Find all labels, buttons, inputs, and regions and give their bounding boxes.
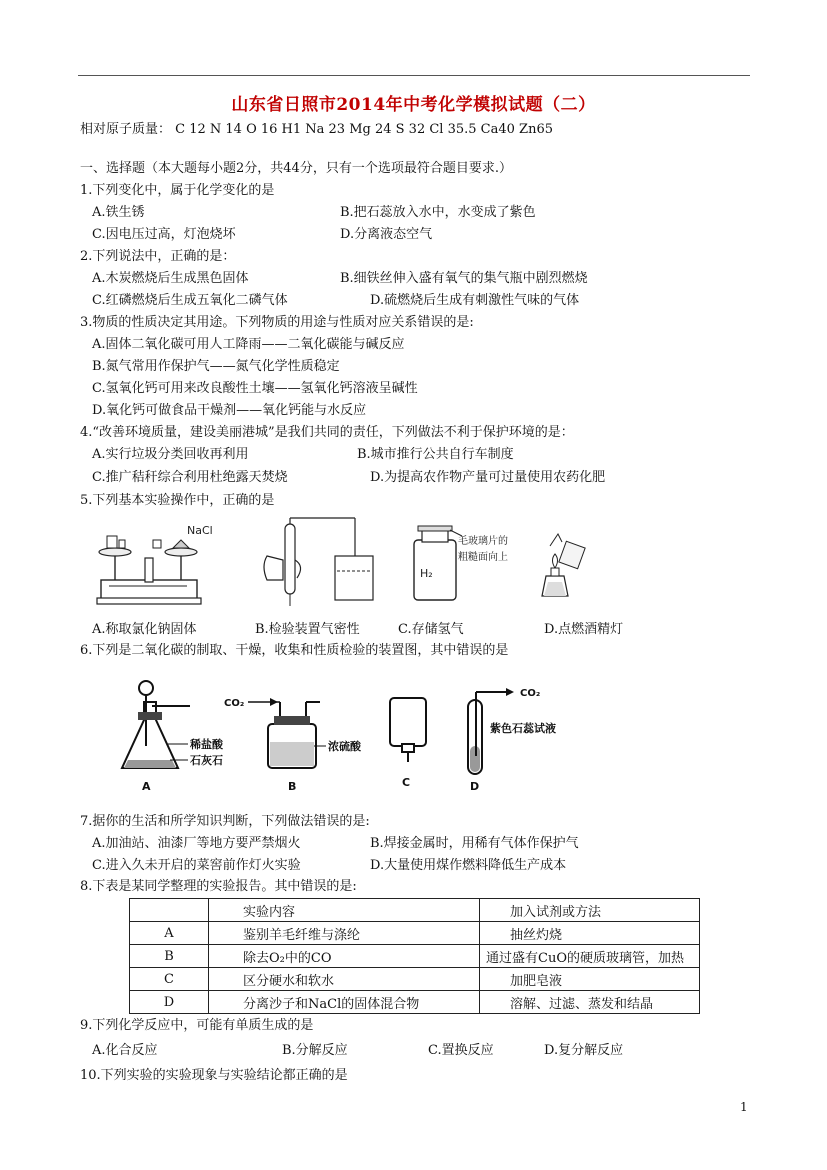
question-10-stem: 10.下列实验的实验现象与实验结论都正确的是 <box>80 1068 348 1083</box>
co2-inlet-label: CO₂ <box>224 698 245 709</box>
q1-option-c: C.因电压过高，灯泡烧坏 <box>92 227 236 242</box>
q4-option-a: A.实行垃圾分类回收再利用 <box>92 447 249 462</box>
table-header-row <box>130 899 700 922</box>
q3-option-a: A.固体二氧化碳可用人工降雨——二氧化碳能与碱反应 <box>92 337 405 352</box>
question-1-stem: 1.下列变化中，属于化学变化的是 <box>80 183 275 198</box>
q7-option-a: A.加油站、油漆厂等地方要严禁烟火 <box>92 836 301 851</box>
table-cell: C <box>130 968 209 991</box>
nacl-label: NaCl <box>187 524 213 537</box>
question-5-stem: 5.下列基本实验操作中，正确的是 <box>80 493 275 508</box>
table-cell: 通过盛有CuO的硬质玻璃管，加热 <box>480 945 700 968</box>
experiment-report-table <box>129 898 700 1014</box>
table-cell: 除去O₂中的CO <box>209 945 480 968</box>
q5-option-b: B.检验装置气密性 <box>255 622 360 637</box>
table-cell: D <box>130 991 209 1014</box>
q2-option-c: C.红磷燃烧后生成五氧化二磷气体 <box>92 293 288 308</box>
q3-option-b: B.氮气常用作保护气——氮气化学性质稳定 <box>92 359 340 374</box>
table-cell: A <box>130 922 209 945</box>
ground-glass-note-line1: 毛玻璃片的 <box>458 536 508 547</box>
table-cell: 抽丝灼烧 <box>480 922 700 945</box>
question-7-stem: 7.据你的生活和所学知识判断，下列做法错误的是: <box>80 814 370 829</box>
question-9-stem: 9.下列化学反应中，可能有单质生成的是 <box>80 1018 314 1033</box>
q9-option-c: C.置换反应 <box>428 1043 494 1058</box>
question-4-stem: 4.“改善环境质量，建设美丽港城”是我们共同的责任，下列做法不利于保护环境的是： <box>80 425 574 440</box>
q1-option-a: A.铁生锈 <box>92 205 145 220</box>
table-row <box>130 922 700 945</box>
section-heading: 一、选择题（本大题每小题2分，共44分，只有一个选项最符合题目要求.） <box>80 161 512 176</box>
question-6-stem: 6.下列是二氧化碳的制取、干燥，收集和性质检验的装置图，其中错误的是 <box>80 643 509 658</box>
q7-option-c: C.进入久未开启的菜窖前作灯火实验 <box>92 858 301 873</box>
atomic-masses: 相对原子质量： C 12 N 14 O 16 H1 Na 23 Mg 24 S 32 Cl 35.5 Ca40 Zn65 <box>80 122 553 137</box>
header-rule <box>78 75 750 76</box>
alcohol-lamp-figure <box>536 526 588 606</box>
q9-option-d: D.复分解反应 <box>544 1043 624 1058</box>
q5-option-a: A.称取氯化钠固体 <box>92 622 197 637</box>
co2-apparatus-figure <box>110 676 600 810</box>
page-number: 1 <box>740 1100 748 1114</box>
q9-option-b: B.分解反应 <box>282 1043 348 1058</box>
table-row <box>130 945 700 968</box>
q5-option-d: D.点燃酒精灯 <box>544 622 624 637</box>
q1-option-b: B.把石蕊放入水中，水变成了紫色 <box>340 205 536 220</box>
conc-h2so4-label: 浓硫酸 <box>328 740 361 753</box>
ground-glass-note-line2: 粗糙面向上 <box>458 552 508 563</box>
q4-option-c: C.推广秸秆综合利用杜绝露天焚烧 <box>92 470 288 485</box>
q3-option-c: C.氢氧化钙可用来改良酸性土壤——氢氧化钙溶液呈碱性 <box>92 381 418 396</box>
table-cell: 加肥皂液 <box>480 968 700 991</box>
limestone-label: 石灰石 <box>190 754 223 767</box>
airtight-check-figure <box>255 516 375 608</box>
q3-option-d: D.氧化钙可做食品干燥剂——氧化钙能与水反应 <box>92 403 367 418</box>
table-header-cell: 加入试剂或方法 <box>480 899 700 922</box>
q2-option-a: A.木炭燃烧后生成黑色固体 <box>92 271 249 286</box>
figure-label-c: C <box>402 776 411 789</box>
q7-option-d: D.大量使用煤作燃料降低生产成本 <box>370 858 567 873</box>
question-8-stem: 8.下表是某同学整理的实验报告。其中错误的是: <box>80 879 357 894</box>
q4-option-b: B.城市推行公共自行车制度 <box>357 447 514 462</box>
q7-option-b: B.焊接金属时，用稀有气体作保护气 <box>370 836 579 851</box>
q2-option-b: B.细铁丝伸入盛有氧气的集气瓶中剧烈燃烧 <box>340 271 588 286</box>
q2-option-d: D.硫燃烧后生成有刺激性气味的气体 <box>370 293 580 308</box>
table-header-cell <box>130 899 209 922</box>
q4-option-d: D.为提高农作物产量可过量使用农药化肥 <box>370 470 606 485</box>
table-cell: 溶解、过滤、蒸发和结晶 <box>480 991 700 1014</box>
table-row <box>130 991 700 1014</box>
dilute-hcl-label: 稀盐酸 <box>190 738 223 751</box>
figure-label-a: A <box>142 780 151 793</box>
balance-figure <box>95 522 213 608</box>
question-3-stem: 3.物质的性质决定其用途。下列物质的用途与性质对应关系错误的是: <box>80 315 474 330</box>
question-2-stem: 2.下列说法中，正确的是： <box>80 249 236 264</box>
figure-label-d: D <box>470 780 480 793</box>
table-row <box>130 968 700 991</box>
q1-option-d: D.分离液态空气 <box>340 227 433 242</box>
q5-option-c: C.存储氢气 <box>398 622 464 637</box>
table-cell: 区分硬水和软水 <box>209 968 480 991</box>
table-cell: B <box>130 945 209 968</box>
figure-label-b: B <box>288 780 297 793</box>
page-title: 山东省日照市2014年中考化学模拟试题（二） <box>231 95 596 115</box>
table-cell: 分离沙子和NaCl的固体混合物 <box>209 991 480 1014</box>
h2-label: H₂ <box>420 567 433 580</box>
q9-option-a: A.化合反应 <box>92 1043 158 1058</box>
table-cell: 鉴别羊毛纤维与涤纶 <box>209 922 480 945</box>
co2-outlet-label: CO₂ <box>520 688 541 699</box>
hydrogen-bottle-figure <box>402 522 532 608</box>
litmus-label: 紫色石蕊试液 <box>490 722 556 735</box>
table-header-cell: 实验内容 <box>209 899 480 922</box>
